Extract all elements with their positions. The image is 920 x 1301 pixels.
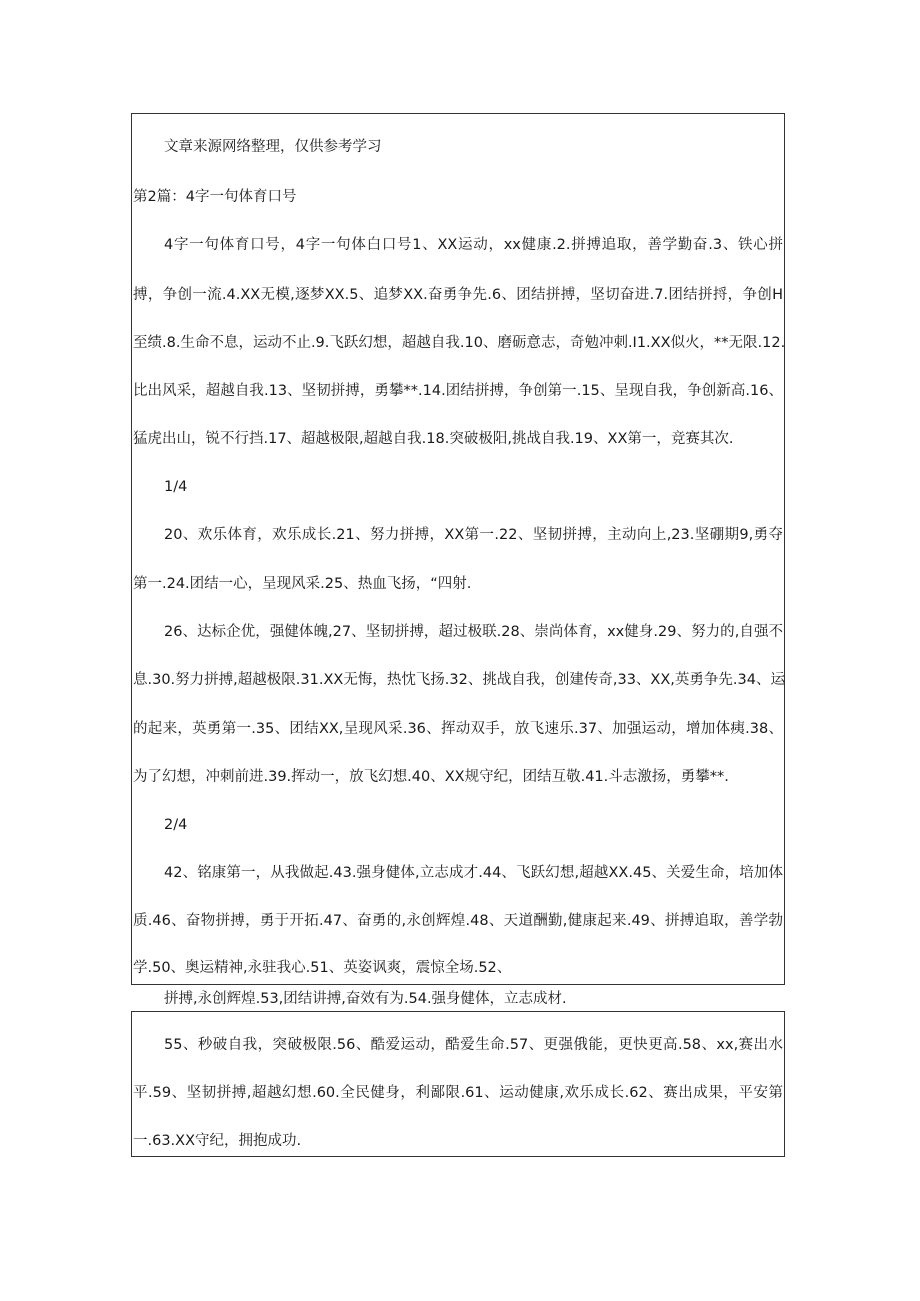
header-note: 文章来源网络整理，仅供参考学习 (164, 139, 382, 155)
page-mark-2: 2/4 (164, 817, 188, 833)
paragraph-3-line-3: 的起来，英勇第一.35、团结XX,呈现风采.36、挥动双手，放飞速乐.37、加强运动，增加体痍.38、 (133, 721, 783, 737)
overflow-line: 拼搏,永创辉煌.53,团结讲搏,奋效有为.54.强身健体，立志成材. (164, 991, 567, 1007)
paragraph-4-line-1: 42、铭康第一，从我做起.43.强身健体,立志成才.44、飞跃幻想,超越XX.45、关爱生命，培加体 (164, 865, 783, 881)
page-mark-1: 1/4 (164, 479, 188, 495)
paragraph-2-line-1: 20、欢乐体育，欢乐成长.21、努力拼搏，XX第一.22、坚韧拼搏，主动向上,23.坚硼期9,勇夺 (164, 527, 783, 543)
paragraph-3-line-1: 26、达标企优，强健体魄,27、坚韧拼搏，超过极联.28、崇尚体育，xx健身.29、努力的,自强不 (164, 624, 783, 640)
paragraph-3-line-4: 为了幻想，冲刺前进.39.挥动一，放飞幻想.40、XX规守纪，团结互敬.41.斗志激扬，勇攀**. (133, 769, 729, 785)
paragraph-4-line-2: 质.46、奋物拼搏，勇于开拓.47、奋勇的,永创辉煌.48、天道酬勤,健康起来.49、拼搏追取，善学勃 (133, 913, 783, 929)
paragraph-5-line-1: 55、秒破自我，突破极限.56、酷爱运动，酷爱生命.57、更强俄能，更快更高.58、xx,赛出水 (164, 1037, 783, 1053)
paragraph-1-line-2: 搏，争创一流.4.XX无模,逐梦XX.5、追梦XX.奋勇争先.6、团结拼搏，坚切奋进.7.团结拼捋，争创H (133, 287, 783, 303)
paragraph-1-line-5: 猛虎出山，锐不行挡.17、超越极限,超越自我.18.突破极阳,挑战自我.19、XX第一，竞赛其次. (133, 431, 734, 447)
paragraph-4-line-3: 学.50、奥运精神,永驻我心.51、英姿讽爽，震惊全场.52、 (133, 960, 512, 976)
paragraph-5-line-3: 一.63.XX守纪，拥抱成功. (133, 1133, 302, 1149)
paragraph-2-line-2: 第一.24.团结一心，呈现风采.25、热血飞扬，“四射. (133, 576, 472, 592)
section-title: 第2篇：4字一句体育口号 (133, 189, 297, 205)
paragraph-3-line-2: 息.30.努力拼搏,超越极限.31.XX无悔，热忱飞扬.32、挑战自我，创建传奇,33、XX,英勇争先.34、运 (133, 672, 785, 688)
paragraph-1-line-1: 4字一句体育口号，4字一句体白口号1、XX运动，xx健康.2.拼搏追取，善学勤奋.3、铁心拼 (164, 237, 783, 253)
paragraph-1-line-3: 至绩.8.生命不息，运动不止.9.飞跃幻想，超越自我.10、磨砺意志，奇勉冲刺.I1.XX似火，**无限.12. (133, 335, 786, 351)
paragraph-1-line-4: 比出风采，超越自我.13、坚韧拼搏，勇攀**.14.团结拼搏，争创第一.15、呈现自我，争创新高.16、 (133, 383, 783, 399)
paragraph-5-line-2: 平.59、坚韧拼搏,超越幻想.60.全民健身，利鄙限.61、运动健康,欢乐成长.62、赛出成果，平安第 (133, 1085, 783, 1101)
